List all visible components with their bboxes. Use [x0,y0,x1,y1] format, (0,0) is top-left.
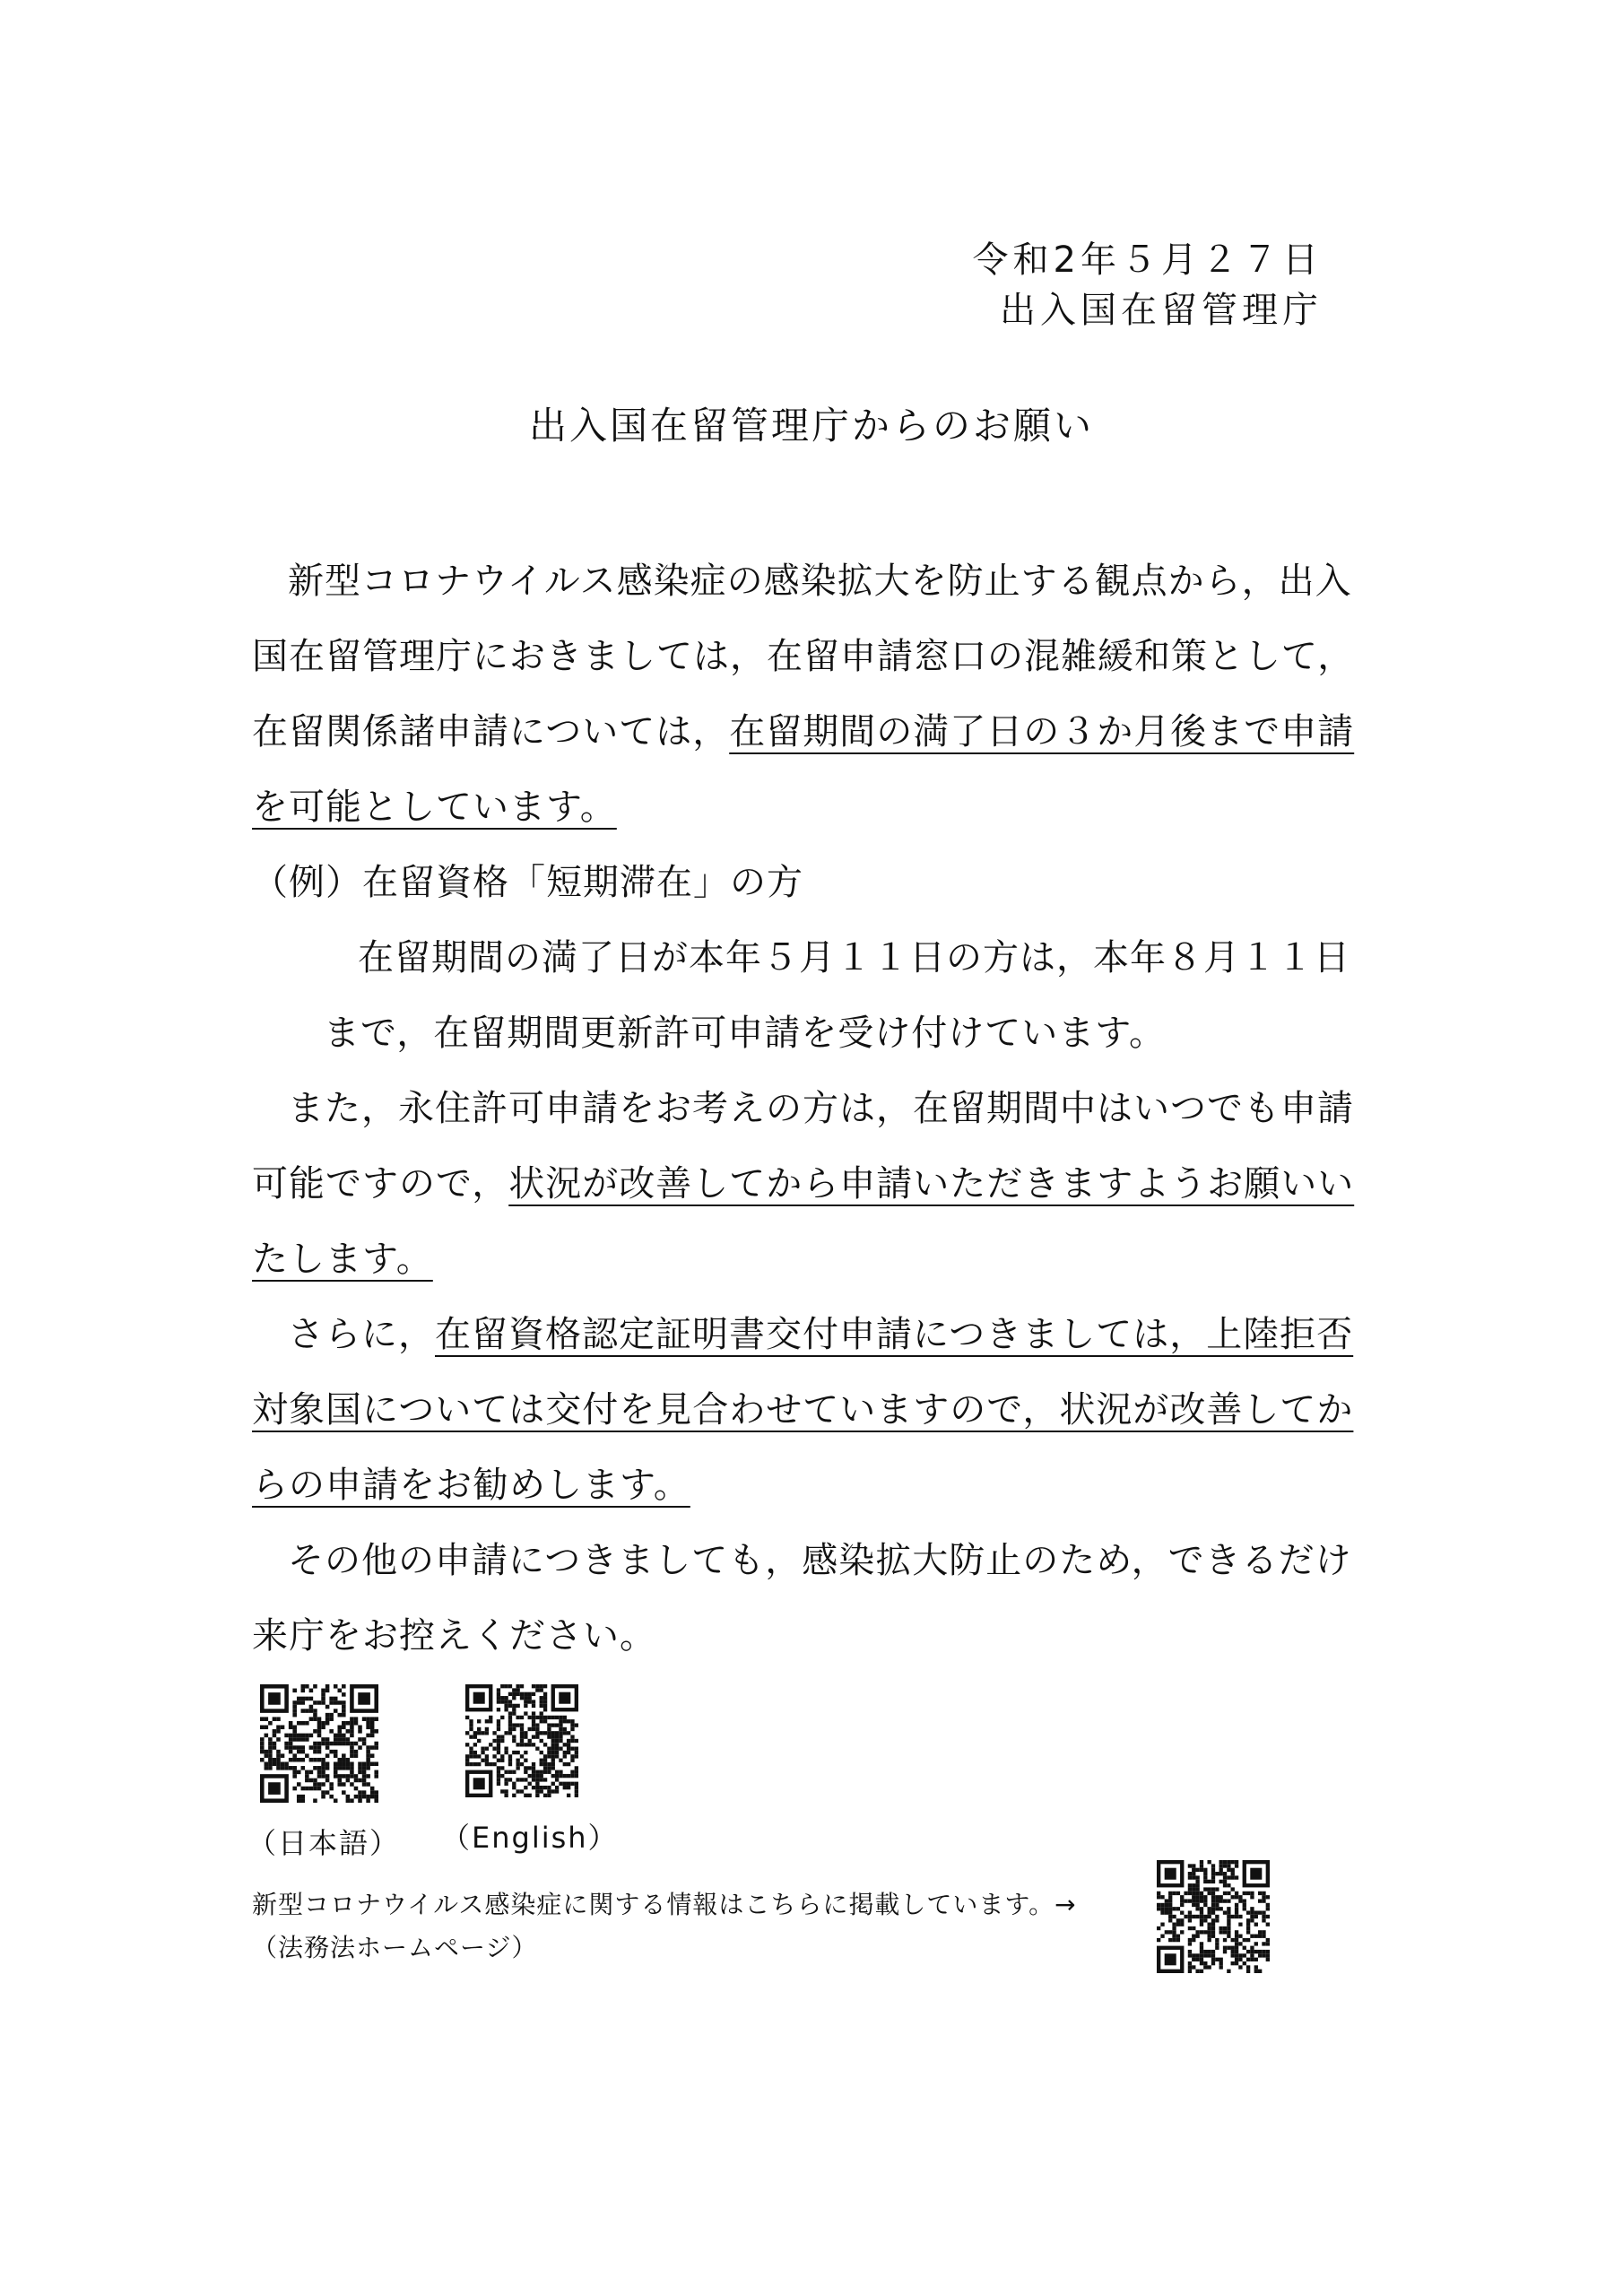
text-line [252,1146,1355,1222]
footer-note [252,1883,1077,1970]
text-line: 来庁をお控えください。 [252,1615,656,1657]
text-line: 国在留管理庁におきましては，在留申請窓口の混雑緩和策として， [252,636,1355,677]
example-heading: （例）在留資格「短期滞在」の方 [252,862,803,903]
qr-ministry-block [1157,1860,1270,1977]
text-line [252,1448,1346,1523]
qr-caption-english: （English） [441,1821,619,1855]
text-segment: 可能ですので， [252,1163,509,1205]
qr-code-japanese[interactable] [260,1684,378,1803]
underlined-text: 在留期間の満了日の３か月後まで申請 [729,711,1355,752]
paragraph-1 [252,544,1355,845]
underlined-text: 状況が改善してから申請いただきますようお願いい [508,1163,1355,1205]
underlined-text: 在留資格認定証明書交付申請につきましては，上陸拒否 [435,1314,1354,1355]
text-line [252,694,1355,770]
text-line: まで，在留期間更新許可申請を受け付けています。 [324,1013,1166,1054]
underlined-text: らの申請をお勧めします。 [252,1465,690,1506]
underlined-text: を可能としています。 [252,787,617,828]
document-body [252,544,1355,1674]
text-line [252,1222,1346,1297]
underlined-text: たします。 [252,1239,433,1280]
text-segment: さらに， [288,1314,435,1355]
text-line: その他の申請につきましても，感染拡大防止のため，できるだけ [288,1540,1352,1581]
footer-line: （法務法ホームページ） [252,1933,538,1962]
text-line: 新型コロナウイルス感染症の感染拡大を防止する観点から，出入 [288,561,1352,602]
text-line: また，永住許可申請をお考えの方は，在留期間中はいつでも申請 [288,1088,1354,1129]
qr-code-ministry[interactable] [1157,1860,1270,1973]
document-title: 出入国在留管理庁からのお願い [528,404,1094,448]
underlined-text: 対象国については交付を見合わせていますので，状況が改善してか [252,1389,1354,1431]
text-line [252,1297,1354,1372]
paragraph-2 [252,1071,1355,1297]
text-segment: 在留関係諸申請については， [252,711,730,752]
example-section [252,845,1350,1071]
text-line: 在留期間の満了日が本年５月１１日の方は，本年８月１１日 [358,937,1350,978]
footer-line: 新型コロナウイルス感染症に関する情報はこちらに掲載しています。→ [252,1890,1077,1919]
qr-english-block [441,1684,619,1857]
text-line [252,770,1346,845]
paragraph-3 [252,1297,1354,1523]
text-line [252,1372,1354,1448]
qr-code-english[interactable] [465,1684,578,1797]
qr-japanese-block [247,1684,401,1862]
qr-caption-japanese: （日本語） [247,1826,401,1860]
issue-date: 令和2年５月２７日 [972,239,1323,281]
paragraph-4 [252,1523,1352,1674]
issuing-agency: 出入国在留管理庁 [1000,290,1323,331]
document-header [973,235,1323,335]
